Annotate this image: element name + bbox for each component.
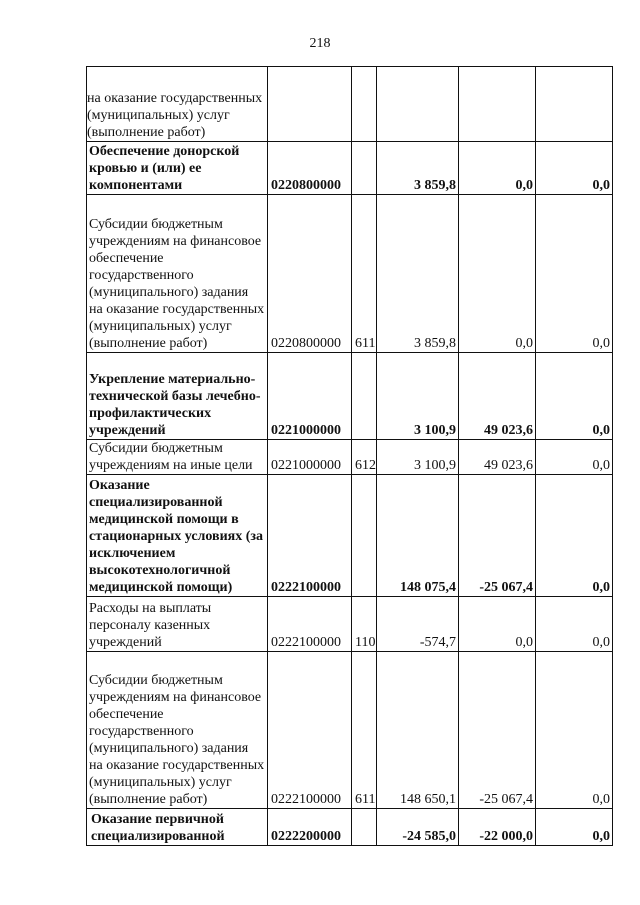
row-value-2: 0,0 bbox=[459, 597, 536, 652]
row-code: 0222100000 bbox=[268, 652, 352, 809]
row-value-1: 3 100,9 bbox=[377, 440, 459, 475]
row-name: Расходы на выплаты персоналу казенных учреждений bbox=[87, 597, 268, 652]
row-value-1: 148 075,4 bbox=[377, 475, 459, 597]
row-vr: 612 bbox=[352, 440, 377, 475]
row-name: Субсидии бюджетным учреждениям на финансовое обеспечение государственного (муниципального) задания на оказание государственных (муниципальных) услуг (выполнение работ) bbox=[87, 652, 268, 809]
row-name: Субсидии бюджетным учреждениям на финансовое обеспечение государственного (муниципального) задания на оказание государственных (муниципальных) услуг (выполнение работ) bbox=[87, 195, 268, 353]
table-row bbox=[87, 597, 613, 652]
row-value-2: 49 023,6 bbox=[459, 440, 536, 475]
row-value-2: 0,0 bbox=[459, 142, 536, 195]
row-vr bbox=[352, 142, 377, 195]
row-value-1: 3 859,8 bbox=[377, 195, 459, 353]
row-value-1: 3 859,8 bbox=[377, 142, 459, 195]
row-value-3: 0,0 bbox=[536, 652, 613, 809]
row-value-3 bbox=[536, 67, 613, 142]
row-value-1: -574,7 bbox=[377, 597, 459, 652]
row-name: Укрепление материально-технической базы лечебно-профилактических учреждений bbox=[87, 353, 268, 440]
row-code: 0222100000 bbox=[268, 475, 352, 597]
row-value-3: 0,0 bbox=[536, 809, 613, 846]
row-code: 0220800000 bbox=[268, 142, 352, 195]
row-name: Оказание специализированной медицинской помощи в стационарных условиях (за исключением высокотехнологичной медицинской помощи) bbox=[87, 475, 268, 597]
row-vr: 611 bbox=[352, 652, 377, 809]
table-row bbox=[87, 475, 613, 597]
row-value-1: -24 585,0 bbox=[377, 809, 459, 846]
row-vr bbox=[352, 67, 377, 142]
row-code: 0221000000 bbox=[268, 353, 352, 440]
row-vr: 110 bbox=[352, 597, 377, 652]
row-value-3: 0,0 bbox=[536, 353, 613, 440]
row-value-2: 0,0 bbox=[459, 195, 536, 353]
row-value-3: 0,0 bbox=[536, 597, 613, 652]
row-value-1: 3 100,9 bbox=[377, 353, 459, 440]
row-code: 0221000000 bbox=[268, 440, 352, 475]
row-name: Оказание первичной специализированной bbox=[87, 809, 268, 846]
row-value-1: 148 650,1 bbox=[377, 652, 459, 809]
row-value-2: -25 067,4 bbox=[459, 475, 536, 597]
row-value-3: 0,0 bbox=[536, 142, 613, 195]
row-code bbox=[268, 67, 352, 142]
page-number: 218 bbox=[309, 36, 331, 51]
row-value-3: 0,0 bbox=[536, 440, 613, 475]
row-value-1 bbox=[377, 67, 459, 142]
row-value-2: -25 067,4 bbox=[459, 652, 536, 809]
table-row bbox=[87, 195, 613, 353]
row-name: Обеспечение донорской кровью и (или) ее компонентами bbox=[87, 142, 268, 195]
table-row bbox=[87, 652, 613, 809]
row-vr bbox=[352, 475, 377, 597]
row-value-2: -22 000,0 bbox=[459, 809, 536, 846]
table-row bbox=[87, 67, 613, 142]
row-value-2 bbox=[459, 67, 536, 142]
row-vr bbox=[352, 809, 377, 846]
row-code: 0220800000 bbox=[268, 195, 352, 353]
row-value-2: 49 023,6 bbox=[459, 353, 536, 440]
row-value-3: 0,0 bbox=[536, 475, 613, 597]
row-name: Субсидии бюджетным учреждениям на иные цели bbox=[87, 440, 268, 475]
row-code: 0222100000 bbox=[268, 597, 352, 652]
table-row bbox=[87, 440, 613, 475]
row-value-3: 0,0 bbox=[536, 195, 613, 353]
row-code: 0222200000 bbox=[268, 809, 352, 846]
table-row bbox=[87, 353, 613, 440]
table-row bbox=[87, 809, 613, 846]
row-name: на оказание государственных (муниципальных) услуг (выполнение работ) bbox=[87, 67, 268, 142]
budget-table bbox=[86, 66, 613, 846]
table-row bbox=[87, 142, 613, 195]
row-vr bbox=[352, 353, 377, 440]
row-vr: 611 bbox=[352, 195, 377, 353]
